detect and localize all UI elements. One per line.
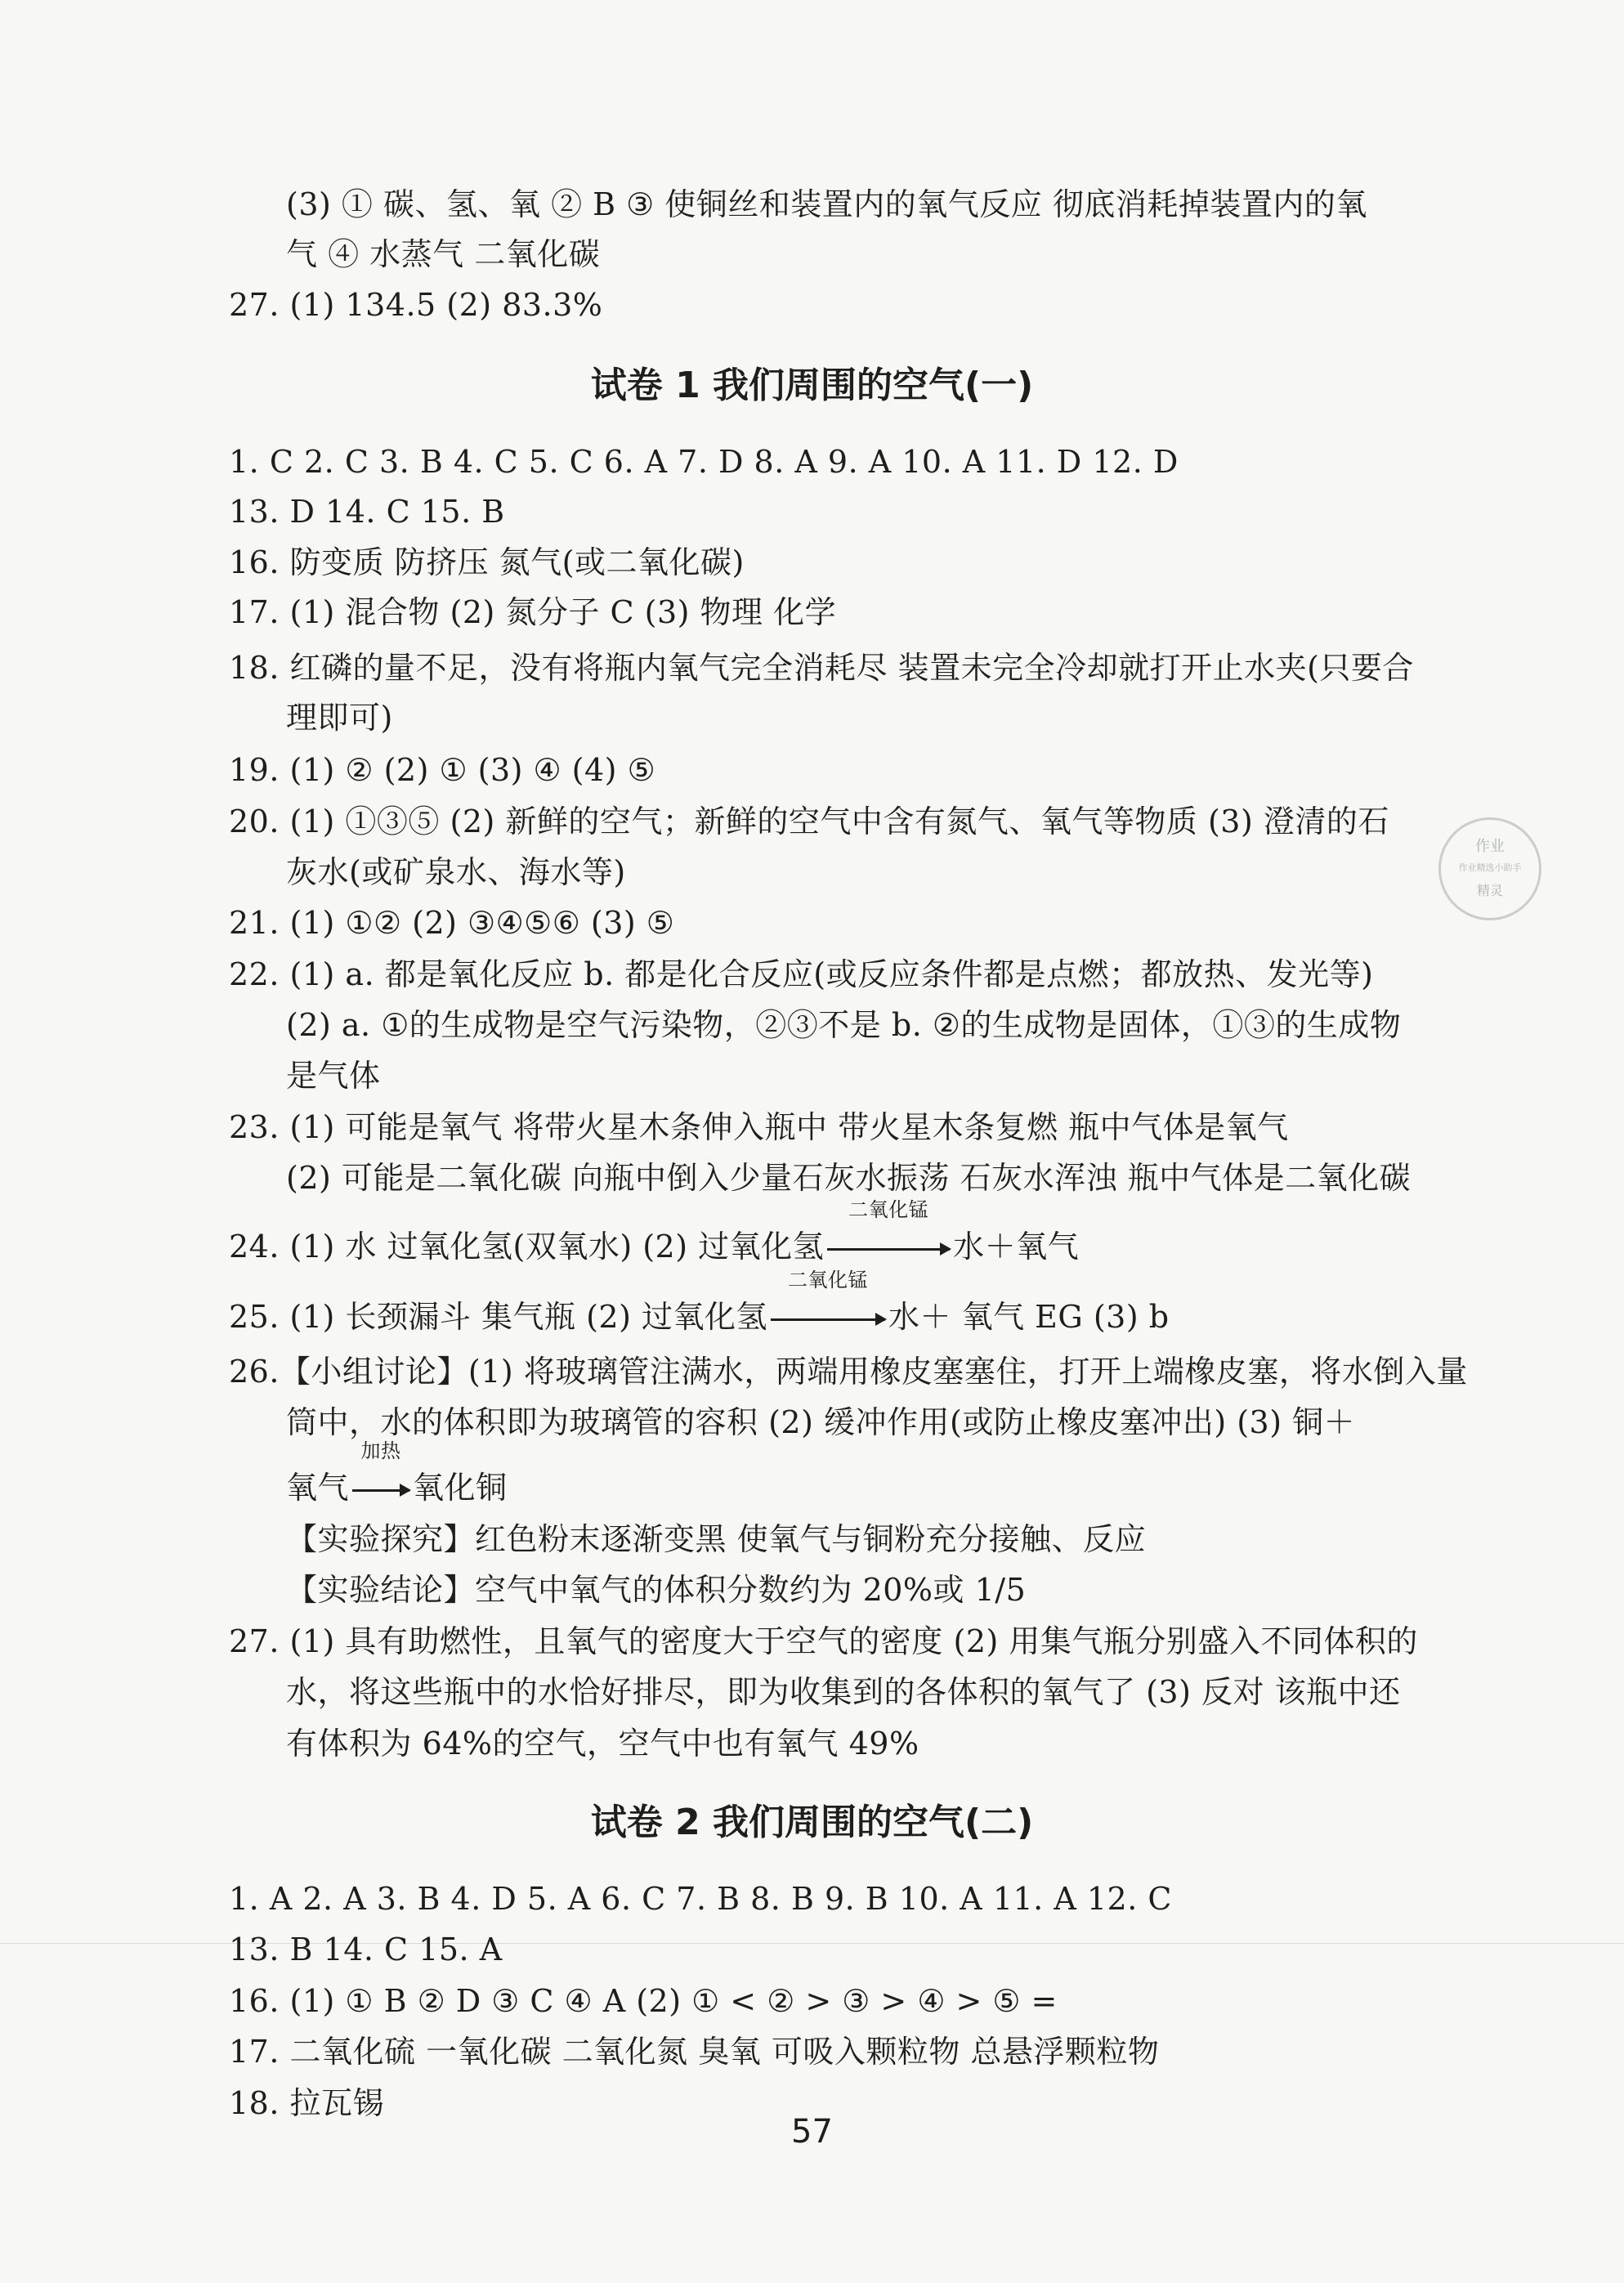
answer-line: 【实验结论】空气中氧气的体积分数约为 20%或 1/5 bbox=[286, 1572, 1027, 1608]
reaction-arrow bbox=[349, 1439, 413, 1511]
answer-line: 筒中，水的体积即为玻璃管的容积 (2) 缓冲作用(或防止橡皮塞冲出) (3) 铜＋ bbox=[286, 1404, 1356, 1440]
answer-line: 理即可) bbox=[286, 700, 393, 736]
answer-line: 22. (1) a. 都是氧化反应 b. 都是化合反应(或反应条件都是点燃；都放热、发光等) bbox=[229, 956, 1374, 992]
watermark-stamp bbox=[1438, 817, 1541, 920]
arrow-icon bbox=[771, 1318, 885, 1321]
reaction-arrow bbox=[824, 1198, 953, 1269]
arrow-icon bbox=[352, 1489, 409, 1492]
answer-line: 17. (1) 混合物 (2) 氮分子 C (3) 物理 化学 bbox=[229, 594, 837, 630]
answer-line: 13. D 14. C 15. B bbox=[229, 494, 505, 530]
answer-line: 21. (1) ①② (2) ③④⑤⑥ (3) ⑤ bbox=[229, 905, 675, 941]
equation-text: 24. (1) 水 过氧化氢(双氧水) (2) 过氧化氢 bbox=[229, 1229, 825, 1265]
answer-line: 水，将这些瓶中的水恰好排尽，即为收集到的各体积的氧气了 (3) 反对 该瓶中还 bbox=[286, 1674, 1401, 1710]
answer-line: 【实验探究】红色粉末逐渐变黑 使氧气与铜粉充分接触、反应 bbox=[286, 1521, 1147, 1557]
answer-line-equation bbox=[229, 1269, 1534, 1340]
answer-line: (3) ① 碳、氢、氧 ② B ③ 使铜丝和装置内的氧气反应 彻底消耗掉装置内的氧 bbox=[286, 186, 1367, 222]
answer-line: 27. (1) 具有助燃性，且氧气的密度大于空气的密度 (2) 用集气瓶分别盛入不同体积的 bbox=[229, 1623, 1418, 1659]
answer-line: (2) a. ①的生成物是空气污染物，②③不是 b. ②的生成物是固体，①③的生成物 bbox=[286, 1007, 1402, 1043]
answer-line: 18. 红磷的量不足，没有将瓶内氧气完全消耗尽 装置未完全冷却就打开止水夹(只要合 bbox=[229, 650, 1414, 686]
answer-line-equation bbox=[229, 1198, 1534, 1269]
answer-line: 16. 防变质 防挤压 氮气(或二氧化碳) bbox=[229, 544, 745, 580]
reaction-arrow bbox=[767, 1269, 888, 1340]
equation-text: 氧气 bbox=[286, 1470, 350, 1506]
answer-line-equation bbox=[286, 1439, 1534, 1511]
section-title-2: 试卷 2 我们周围的空气(二) bbox=[590, 1802, 1034, 1843]
page-number: 57 bbox=[791, 2113, 833, 2151]
answer-line: 27. (1) 134.5 (2) 83.3% bbox=[229, 287, 603, 323]
answer-line: 19. (1) ② (2) ① (3) ④ (4) ⑤ bbox=[229, 752, 656, 788]
answer-line: 23. (1) 可能是氧气 将带火星木条伸入瓶中 带火星木条复燃 瓶中气体是氧气 bbox=[229, 1109, 1289, 1145]
equation-text: 水＋氧气 bbox=[953, 1229, 1080, 1265]
section-title-1: 试卷 1 我们周围的空气(一) bbox=[590, 365, 1034, 406]
answer-line: 1. C 2. C 3. B 4. C 5. C 6. A 7. D 8. A 9. A 10. A 11. D 12. D bbox=[229, 444, 1179, 480]
arrow-icon bbox=[827, 1248, 950, 1251]
answer-line: 气 ④ 水蒸气 二氧化碳 bbox=[286, 236, 601, 272]
answer-line: 17. 二氧化硫 一氧化碳 二氧化氮 臭氧 可吸入颗粒物 总悬浮颗粒物 bbox=[229, 2034, 1160, 2070]
stamp-text: 精灵 bbox=[1476, 883, 1503, 898]
reaction-condition: 二氧化锰 bbox=[787, 1269, 868, 1291]
stamp-text: 作业精选小助手 bbox=[1458, 862, 1522, 873]
answer-line: 18. 拉瓦锡 bbox=[229, 2085, 385, 2121]
equation-text: 水＋ 氧气 EG (3) b bbox=[888, 1299, 1170, 1335]
answer-line: 16. (1) ① B ② D ③ C ④ A (2) ① < ② > ③ > ④ > ⑤ = bbox=[229, 1983, 1058, 2019]
answer-line: 是气体 bbox=[286, 1058, 381, 1094]
answer-line: 13. B 14. C 15. A bbox=[229, 1932, 503, 1967]
answer-line: 有体积为 64%的空气，空气中也有氧气 49% bbox=[286, 1726, 919, 1761]
reaction-condition: 加热 bbox=[360, 1439, 401, 1462]
answer-line: (2) 可能是二氧化碳 向瓶中倒入少量石灰水振荡 石灰水浑浊 瓶中气体是二氧化碳 bbox=[286, 1160, 1411, 1196]
stamp-text: 作业 bbox=[1475, 838, 1505, 855]
equation-text: 氧化铜 bbox=[413, 1470, 508, 1506]
answer-line: 1. A 2. A 3. B 4. D 5. A 6. C 7. B 8. B 9. B 10. A 11. A 12. C bbox=[229, 1881, 1172, 1917]
answer-line: 20. (1) ①③⑤ (2) 新鲜的空气；新鲜的空气中含有氮气、氧气等物质 (3) 澄清的石 bbox=[229, 804, 1389, 839]
equation-text: 25. (1) 长颈漏斗 集气瓶 (2) 过氧化氢 bbox=[229, 1299, 767, 1335]
reaction-condition: 二氧化锰 bbox=[848, 1198, 929, 1221]
answer-line: 26.【小组讨论】(1) 将玻璃管注满水，两端用橡皮塞塞住，打开上端橡皮塞，将水倒入量 bbox=[229, 1354, 1468, 1390]
answer-line: 灰水(或矿泉水、海水等) bbox=[286, 854, 626, 890]
